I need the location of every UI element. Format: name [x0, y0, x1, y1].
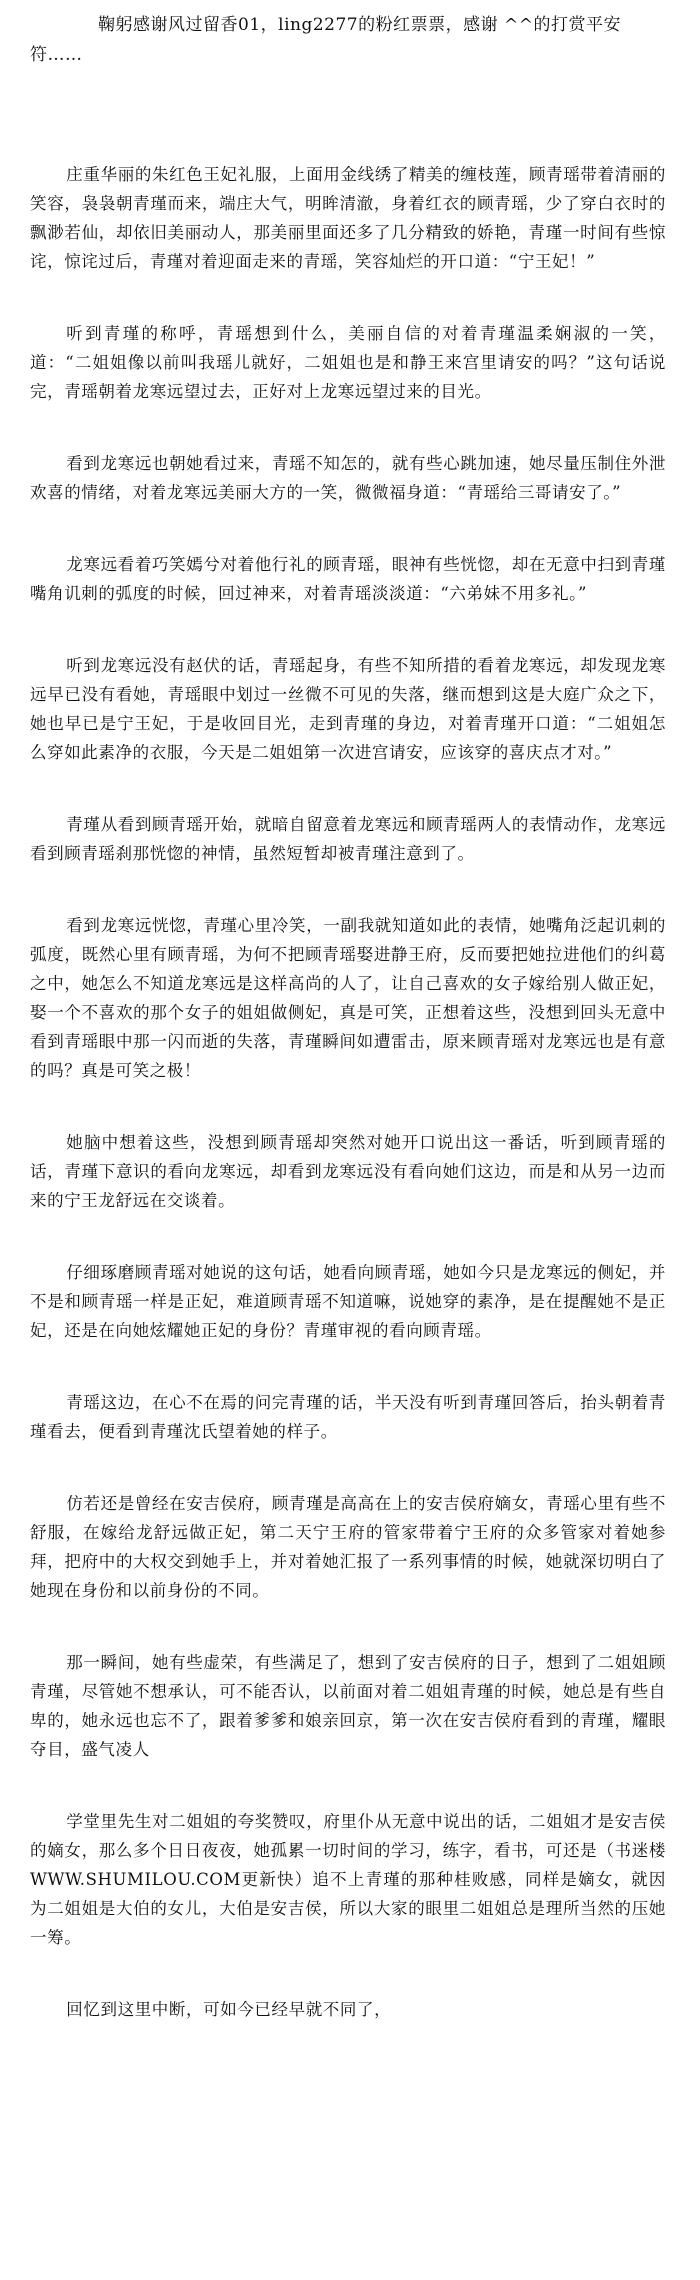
paragraph: 青瑶这边，在心不在焉的问完青瑾的话，半天没有听到青瑾回答后，抬头朝着青瑾看去，便看到青瑾沈氏望着她的样子。 [30, 1393, 666, 1441]
paragraph: 她脑中想着这些，没想到顾青瑶却突然对她开口说出这一番话，听到顾青瑶的话，青瑾下意识的看向龙寒远，却看到龙寒远没有看向她们这边，而是和从另一边而来的宁王龙舒远在交谈着。 [30, 1133, 666, 1210]
paragraph: 青瑾从看到顾青瑶开始，就暗自留意着龙寒远和顾青瑶两人的表情动作，龙寒远看到顾青瑶刹那恍惚的神情，虽然短暂却被青瑾注意到了。 [30, 815, 666, 863]
paragraph: 庄重华丽的朱红色王妃礼服，上面用金线绣了精美的缠枝莲，顾青瑶带着清丽的笑容，袅袅朝青瑾而来，端庄大气，明眸清澈，身着红衣的顾青瑶，少了穿白衣时的飘渺若仙，却依旧美丽动人，那美丽里面还多了几分精致的娇艳，青瑾一时间有些惊诧，惊诧过后，青瑾对着迎面走来的青瑶，笑容灿烂的开口道：“宁王妃！” [30, 165, 666, 271]
paragraph: 回忆到这里中断，可如今已经早就不同了， [66, 2000, 392, 2019]
paragraph: 仿若还是曾经在安吉侯府，顾青瑾是高高在上的安吉侯府嫡女，青瑶心里有些不舒服，在嫁给龙舒远做正妃，第二天宁王府的管家带着宁王府的众多管家对着她参拜，把府中的大权交到她手上，并对着她汇报了一系列事情的时候，她就深切明白了她现在身份和以前身份的不同。 [30, 1494, 666, 1600]
paragraph: 听到龙寒远没有赵伏的话，青瑶起身，有些不知所措的看着龙寒远，却发现龙寒远早已没有看她，青瑶眼中划过一丝微不可见的失落，继而想到这是大庭广众之下，她也早已是宁王妃，于是收回目光，走到青瑾的身边，对着青瑾开口道：“二姐姐怎么穿如此素净的衣服，今天是二姐姐第一次进宫请安，应该穿的喜庆点才对。” [30, 656, 666, 762]
paragraph: 学堂里先生对二姐姐的夸奖赞叹，府里仆从无意中说出的话，二姐姐才是安吉侯的嫡女，那么多个日日夜夜，她孤累一切时间的学习，练字，看书，可还是（书迷楼WWW.SHUMILOU.COM更新快）追不上青瑾的那种桂败感，同样是嫡女，就因为二姐姐是大伯的女儿，大伯是安吉侯，所以大家的眼里二姐姐总是理所当然的压她一筹。 [30, 1812, 666, 1947]
paragraph: 龙寒远看着巧笑嫣兮对着他行礼的顾青瑶，眼神有些恍惚，却在无意中扫到青瑾嘴角讥刺的弧度的时候，回过神来，对着青瑶淡淡道：“六弟妹不用多礼。” [30, 555, 666, 603]
paragraph: 看到龙寒远也朝她看过来，青瑶不知怎的，就有些心跳加速，她尽量压制住外泄欢喜的情绪，对着龙寒远美丽大方的一笑，微微福身道：“青瑶给三哥请安了。” [30, 454, 666, 502]
author-thanks-note: 鞠躬感谢风过留香01，ling2277的粉红票票，感谢 ^^的打赏平安符…… [30, 15, 621, 65]
paragraph: 仔细琢磨顾青瑶对她说的这句话，她看向顾青瑶，她如今只是龙寒远的侧妃，并不是和顾青瑶一样是正妃，难道顾青瑶不知道嘛，说她穿的素净，是在提醒她不是正妃，还是在向她炫耀她正妃的身份？青瑾审视的看向顾青瑶。 [30, 1263, 666, 1340]
blank-gap [30, 70, 666, 160]
chapter-body [30, 160, 666, 2024]
paragraph: 那一瞬间，她有些虚荣，有些满足了，想到了安吉侯府的日子，想到了二姐姐顾青瑾，尽管她不想承认，可不能否认，以前面对着二姐姐青瑾的时候，她总是有些自卑的，她永远也忘不了，跟着爹爹和娘亲回京，第一次在安吉侯府看到的青瑾，耀眼夺目，盛气凌人 [30, 1653, 666, 1759]
paragraph: 看到龙寒远恍惚，青瑾心里冷笑，一副我就知道如此的表情，她嘴角泛起讥刺的弧度，既然心里有顾青瑶，为何不把顾青瑶娶进静王府，反而要把她拉进他们的纠葛之中，她怎么不知道龙寒远是这样高尚的人了，让自己喜欢的女子嫁给别人做正妃，娶一个不喜欢的那个女子的姐姐做侧妃，真是可笑，正想着这些，没想到回头无意中看到青瑶眼中那一闪而逝的失落，青瑾瞬间如遭雷击，原来顾青瑶对龙寒远也是有意的吗？真是可笑之极！ [30, 916, 666, 1080]
paragraph: 听到青瑾的称呼，青瑶想到什么，美丽自信的对着青瑾温柔娴淑的一笑，道：“二姐姐像以前叫我瑶儿就好，二姐姐也是和静王来宫里请安的吗？”这句话说完，青瑶朝着龙寒远望过去，正好对上龙寒远望过来的目光。 [30, 324, 666, 401]
